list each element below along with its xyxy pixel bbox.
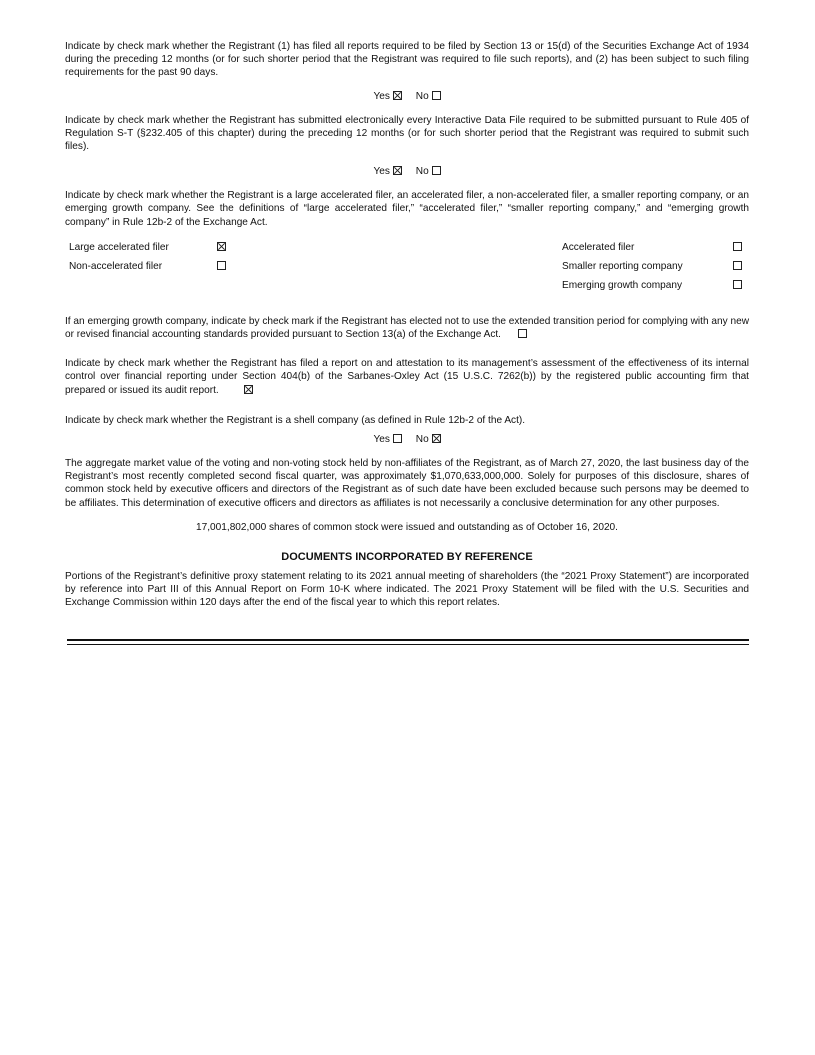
accelerated-filer-checkbox[interactable] <box>733 242 742 251</box>
emerging-growth-company-checkbox[interactable] <box>733 280 742 289</box>
documents-incorporated-heading: DOCUMENTS INCORPORATED BY REFERENCE <box>281 551 533 564</box>
documents-incorporated-text: Portions of the Registrant’s definitive proxy statement relating to its 2021 annual meeting of shareholders (the “2021 Proxy Statement”) are incorporated by reference into Part III of this Annual Report on Form 10-K where indicated. The 2021 Proxy Statement will be filed with the U.S. Securities and Exchange Commission within 120 days after the end of the fiscal year to which this report relates. <box>65 571 749 609</box>
interactive-data-section <box>65 114 749 179</box>
attestation-statement: Indicate by check mark whether the Registrant has filed a report on and attestation to its management’s assessment of the effectiveness of its internal control over financial reporting under Section 404(b) of the Sarbanes-Oxley Act (15 U.S.C. 7262(b)) by the registered public accounting firm that prepared or issued its audit report. <box>65 358 749 396</box>
smaller-reporting-company-checkbox[interactable] <box>733 261 742 270</box>
market-value-section <box>65 457 749 510</box>
shell-company-yes-checkbox[interactable] <box>393 434 402 443</box>
attestation-section <box>65 357 749 397</box>
interactive-data-yes-no <box>65 165 749 178</box>
non-accelerated-filer-label: Non-accelerated filer <box>69 260 163 272</box>
shell-company-text: Indicate by check mark whether the Registrant is a shell company (as defined in Rule 12b-2 of the Act). <box>65 414 526 426</box>
shares-outstanding-text: 17,001,802,000 shares of common stock were issued and outstanding as of October 16, 2020. <box>196 521 618 533</box>
no-label: No <box>415 434 429 446</box>
interactive-data-no-checkbox[interactable] <box>432 166 441 175</box>
cover-page-body <box>65 40 749 610</box>
reports-filed-text: Indicate by check mark whether the Registrant (1) has filed all reports required to be filed by Section 13 or 15(d) of the Securities Exchange Act of 1934 during the preceding 12 months (or for such shorter period that the Registrant was required to file such reports), and (2) has been subject to such filing requirements for the past 90 days. <box>65 41 749 79</box>
shell-company-yes-no <box>65 433 749 446</box>
filer-status-text: Indicate by check mark whether the Registrant is a large accelerated filer, an accelerated filer, a non-accelerated filer, a smaller reporting company, or an emerging growth company. See the definitions of “large accelerated filer,” “accelerated filer,” “smaller reporting company,” and “emerging growth company” in Rule 12b-2 of the Exchange Act. <box>65 190 749 228</box>
market-value-text: The aggregate market value of the voting and non-voting stock held by non-affiliates of the Registrant, as of March 27, 2020, the last business day of the Registrant’s most recently completed second fiscal quarter, was approximately $1,070,633,000,000. Solely for purposes of this disclosure, shares of common stock held by executive officers and directors of the Registrant as of such date have been excluded because such persons may be deemed to be affiliates. This determination of executive officers and directors as affiliates is not necessarily a conclusive determination for any other purposes. <box>65 458 749 509</box>
interactive-data-text: Indicate by check mark whether the Registrant has submitted electronically every Interactive Data File required to be submitted pursuant to Rule 405 of Regulation S-T (§232.405 of this chapter) during the preceding 12 months (or for such shorter period that the Registrant was required to submit such files). <box>65 114 749 153</box>
double-rule-top <box>67 639 749 641</box>
attestation-text <box>65 357 749 397</box>
reports-filed-yes-checkbox[interactable] <box>393 91 402 100</box>
transition-period-text <box>65 315 749 341</box>
transition-period-section <box>65 315 749 341</box>
no-label: No <box>415 166 429 178</box>
reports-filed-yes-no <box>65 90 749 103</box>
no-label: No <box>415 90 429 102</box>
smaller-reporting-company-label: Smaller reporting company <box>562 260 683 272</box>
yes-label: Yes <box>373 166 390 178</box>
filer-status-grid <box>65 241 749 299</box>
transition-period-checkbox[interactable] <box>518 329 527 338</box>
shares-outstanding-section <box>65 521 749 534</box>
yes-label: Yes <box>373 90 390 102</box>
transition-period-statement: If an emerging growth company, indicate by check mark if the Registrant has elected not to use the extended transition period for complying with any new or revised financial accounting standards provided pursuant to Section 13(a) of the Exchange Act. <box>65 315 749 341</box>
reports-filed-no-checkbox[interactable] <box>432 91 441 100</box>
shell-company-no-checkbox[interactable] <box>432 434 441 443</box>
shell-company-section <box>65 414 749 446</box>
yes-label: Yes <box>373 434 390 446</box>
filer-status-section <box>65 189 749 299</box>
reports-filed-section <box>65 40 749 103</box>
large-accelerated-filer-checkbox[interactable] <box>217 242 226 251</box>
double-rule-bottom <box>67 644 749 645</box>
emerging-growth-company-label: Emerging growth company <box>562 279 683 291</box>
large-accelerated-filer-label: Large accelerated filer <box>69 241 169 253</box>
interactive-data-yes-checkbox[interactable] <box>393 166 402 175</box>
attestation-checkbox[interactable] <box>244 385 253 394</box>
non-accelerated-filer-checkbox[interactable] <box>217 261 226 270</box>
documents-incorporated-section <box>65 551 749 610</box>
accelerated-filer-label: Accelerated filer <box>562 241 635 253</box>
